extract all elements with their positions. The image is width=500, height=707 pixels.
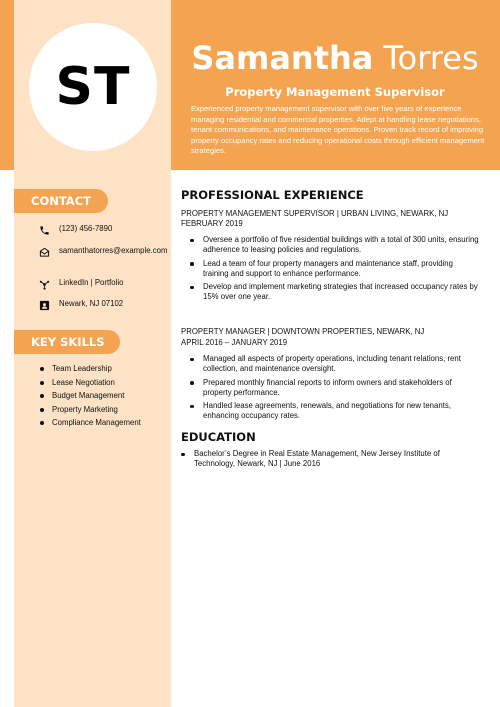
skill-item: Team Leadership	[38, 362, 141, 376]
job-1-dates: FEBRUARY 2019	[181, 219, 243, 228]
job-1-title: PROPERTY MANAGEMENT SUPERVISOR | URBAN LIVING, NEWARK, NJ	[181, 209, 449, 218]
skill-item: Compliance Management	[38, 416, 141, 430]
skills-list	[38, 362, 141, 430]
education-item: Bachelor’s Degree in Real Estate Management, New Jersey Institute of Technology, Newark, NJ | June 2016	[181, 449, 481, 469]
location-text: Newark, NJ 07102	[59, 299, 124, 308]
job-2-title: PROPERTY MANAGER | DOWNTOWN PROPERTIES, NEWARK, NJ	[181, 327, 425, 336]
job-bullet: Managed all aspects of property operations, including tenant relations, rent collection, and maintenance oversight.	[190, 354, 480, 374]
skill-item: Lease Negotiation	[38, 376, 141, 390]
skill-item: Property Marketing	[38, 403, 141, 417]
job-1-bullets	[190, 235, 480, 306]
avatar	[29, 23, 157, 151]
job-bullet: Develop and implement marketing strategies that increased occupancy rates by 15% over one year.	[190, 282, 480, 302]
contact-heading: CONTACT	[14, 189, 108, 213]
skill-item: Budget Management	[38, 389, 141, 403]
job-bullet: Lead a team of four property managers and maintenance staff, providing training and support to enhance performance.	[190, 259, 480, 279]
email-text[interactable]: samanthatorres@example.com	[59, 246, 168, 255]
education-heading: EDUCATION	[181, 430, 256, 444]
contact-location	[38, 299, 169, 311]
job-bullet: Handled lease agreements, renewals, and negotiations for new tenants, enhancing occupancy rates.	[190, 401, 480, 421]
initials: ST	[55, 57, 131, 117]
skills-heading: KEY SKILLS	[14, 330, 120, 354]
job-2-dates: APRIL 2016 – JANUARY 2019	[181, 338, 288, 347]
phone-icon	[38, 224, 50, 236]
phone-text[interactable]: (123) 456-7890	[59, 224, 113, 233]
job-2-bullets	[190, 354, 480, 425]
job-bullet: Oversee a portfolio of five residential buildings with a total of 300 units, ensuring adherence to leasing policies and regulations.	[190, 235, 480, 255]
job-title: Property Management Supervisor	[225, 85, 445, 99]
contact-phone	[38, 224, 169, 236]
linkedin-icon	[38, 278, 50, 290]
summary: Experienced property management supervisor with over five years of experience managing residential and commercial properties. Adept at handling lease negotiations, tenant communications, and maintenance operations. Proven track record of improving property occupancy rates and reducing operational costs through efficient management strategies.	[191, 104, 485, 155]
location-icon	[38, 299, 50, 311]
education-list	[181, 449, 481, 473]
contact-links	[38, 278, 169, 290]
experience-heading: PROFESSIONAL EXPERIENCE	[181, 188, 364, 202]
last-name: Torres	[383, 39, 479, 77]
contact-email	[38, 246, 169, 258]
links-text[interactable]: LinkedIn | Portfolio	[59, 278, 124, 287]
job-bullet: Prepared monthly financial reports to inform owners and stakeholders of property performance.	[190, 378, 480, 398]
email-icon	[38, 246, 50, 258]
full-name	[180, 38, 490, 78]
first-name: Samantha	[191, 39, 374, 77]
